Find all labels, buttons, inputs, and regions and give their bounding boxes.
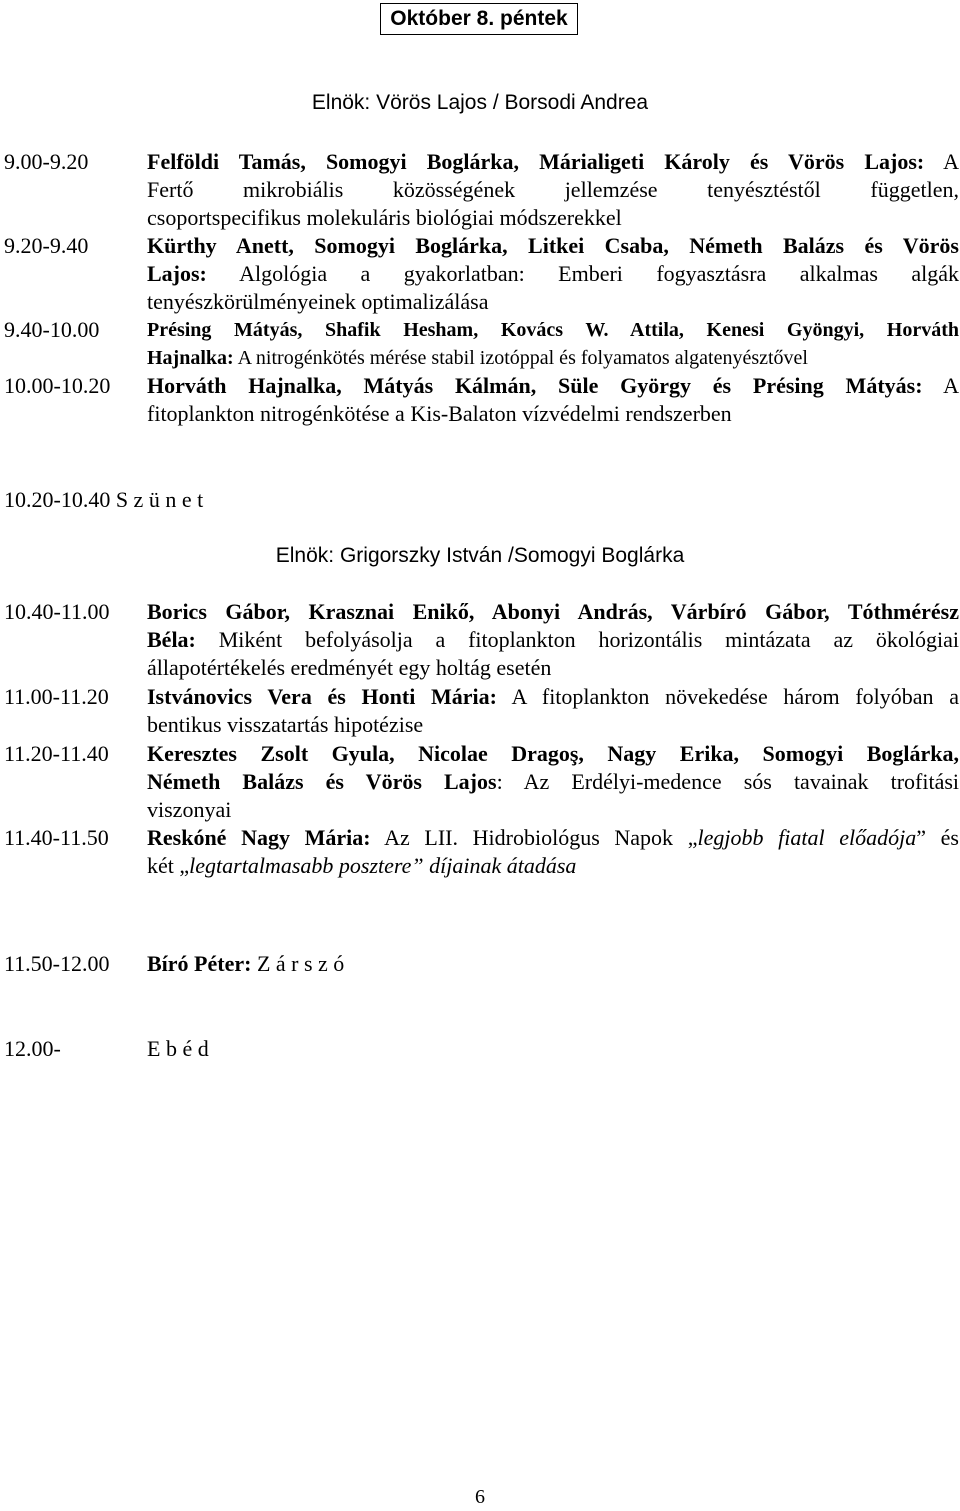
talk-authors: Hajnalka:: [147, 347, 234, 369]
talk-authors: Felföldi Tamás, Somogyi Boglárka, Márialigeti Károly és Vörös Lajos:: [147, 149, 925, 174]
talk-title: Miként befolyásolja a fitoplankton horizontális mintázata az ökológiai: [218, 627, 959, 652]
talk-authors: Keresztes Zsolt Gyula, Nicolae Dragoş, Nagy Erika, Somogyi Boglárka,: [147, 741, 959, 766]
session-chair: Elnök: Vörös Lajos / Borsodi Andrea: [311, 91, 649, 114]
break-label: 10.20-10.40 S z ü n e t: [4, 487, 204, 512]
talk-time: 12.00-: [4, 1036, 61, 1061]
talk-title: A: [943, 149, 959, 174]
talk-authors: Borics Gábor, Krasznai Enikő, Abonyi András, Várbíró Gábor, Tóthmérész: [147, 599, 959, 624]
talk-body: [147, 824, 959, 880]
talk-authors: Bíró Péter:: [147, 951, 252, 976]
talk-text: ” és: [916, 825, 959, 850]
talk-body: [147, 950, 959, 978]
talk-body: [147, 740, 959, 824]
talk-time: 10.00-10.20: [4, 373, 111, 398]
talk-title: tenyészkörülményeinek optimalizálása: [147, 289, 489, 314]
talk-body: [147, 372, 959, 428]
talk-authors: Reskóné Nagy Mária:: [147, 825, 371, 850]
talk-text: ” díjainak átadása: [411, 853, 577, 878]
talk-title: Algológia a gyakorlatban: Emberi fogyasztásra alkalmas algák: [239, 261, 959, 286]
talk-text: két „: [147, 853, 190, 878]
talk-body: [147, 683, 959, 739]
talk-time: 11.00-11.20: [4, 684, 109, 709]
talk-title: A nitrogénkötés mérése stabil izotóppal és folyamatos algatenyésztővel: [237, 347, 808, 369]
talk-authors: Présing Mátyás, Shafik Hesham, Kovács W. Attila, Kenesi Gyöngyi, Horváth: [147, 319, 959, 341]
talk-authors: Horváth Hajnalka, Mátyás Kálmán, Süle György és Présing Mátyás:: [147, 373, 923, 398]
day-title: Október 8. péntek: [380, 3, 578, 35]
talk-time: 9.20-9.40: [4, 233, 89, 258]
talk-title: A: [943, 373, 959, 398]
talk-time: 10.40-11.00: [4, 599, 110, 624]
talk-authors: Istvánovics Vera és Honti Mária:: [147, 684, 497, 709]
talk-title: : Az Erdélyi-medence sós tavainak trofitási: [496, 769, 960, 794]
talk-title: Fertő mikrobiális közösségének jellemzése tenyésztéstől független,: [147, 177, 959, 202]
talk-body: [147, 232, 959, 316]
talk-time: 11.50-12.00: [4, 951, 110, 976]
talk-authors: Kürthy Anett, Somogyi Boglárka, Litkei Csaba, Németh Balázs és Vörös: [147, 233, 959, 258]
lunch-label: E b é d: [147, 1036, 209, 1061]
talk-title: fitoplankton nitrogénkötése a Kis-Balaton vízvédelmi rendszerben: [147, 401, 732, 426]
talk-text: Az LII. Hidrobiológus Napok „: [384, 825, 698, 850]
award-name: legtartalmasabb posztere: [189, 853, 412, 878]
talk-time: 11.20-11.40: [4, 741, 109, 766]
talk-authors: Lajos:: [147, 261, 207, 286]
talk-authors: Béla:: [147, 627, 196, 652]
talk-time: 9.40-10.00: [4, 317, 100, 342]
talk-authors: Németh Balázs és Vörös Lajos: [147, 769, 497, 794]
talk-title: állapotértékelés eredményét egy holtág esetén: [147, 655, 552, 680]
talk-time: 9.00-9.20: [4, 149, 89, 174]
talk-time: 11.40-11.50: [4, 825, 109, 850]
talk-body: [147, 598, 959, 682]
session-chair: Elnök: Grigorszky István /Somogyi Boglárka: [275, 544, 685, 567]
talk-title: Z á r s z ó: [251, 951, 345, 976]
talk-body: [147, 148, 959, 232]
award-name: legjobb fiatal előadója: [697, 825, 917, 850]
talk-title: A fitoplankton növekedése három folyóban a: [511, 684, 959, 709]
talk-body: [147, 1035, 959, 1063]
page-number: 6: [475, 1486, 485, 1508]
talk-title: csoportspecifikus molekuláris biológiai módszerekkel: [147, 205, 622, 230]
talk-body: [147, 316, 959, 372]
talk-title: bentikus visszatartás hipotézise: [147, 712, 424, 737]
talk-title: viszonyai: [147, 797, 232, 822]
